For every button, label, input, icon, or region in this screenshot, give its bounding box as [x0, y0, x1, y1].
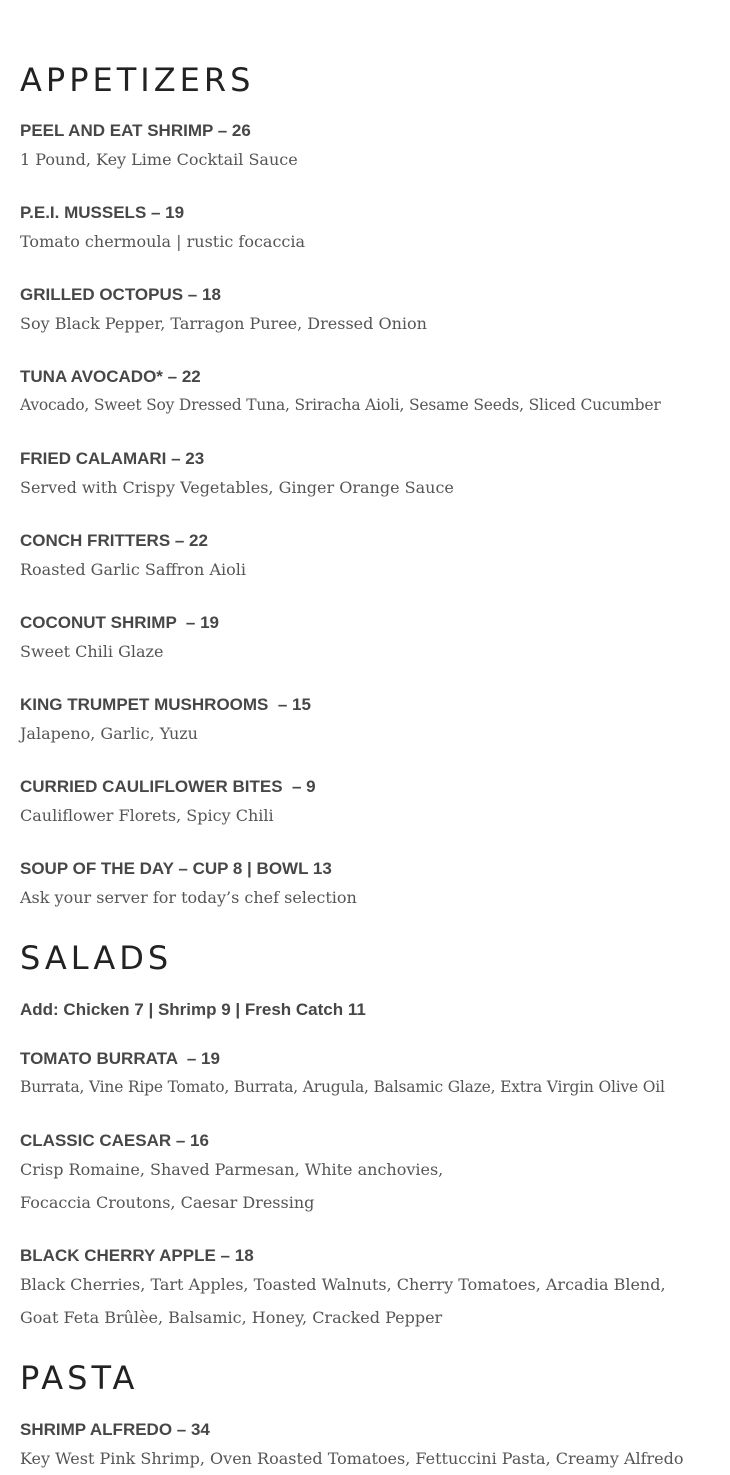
menu-item [20, 611, 219, 668]
item-description: Cauliflower Florets, Spicy Chili [20, 806, 274, 825]
menu-item [20, 693, 311, 750]
section-heading-pasta: PASTA [20, 1359, 139, 1397]
menu-item [20, 1244, 666, 1334]
menu-item [20, 1418, 684, 1475]
menu-item [20, 1047, 665, 1104]
item-description: Avocado, Sweet Soy Dressed Tuna, Sriracha Aioli, Sesame Seeds, Sliced Cucumber [20, 396, 661, 414]
item-description-line: Goat Feta Brûlèe, Balsamic, Honey, Cracked Pepper [20, 1308, 443, 1327]
section-heading-salads: SALADS [20, 939, 173, 977]
menu-item [20, 1129, 443, 1219]
menu-item [20, 365, 661, 422]
item-name: CLASSIC CAESAR – 16 [20, 1131, 209, 1150]
item-name: COCONUT SHRIMP – 19 [20, 613, 220, 632]
item-name: TOMATO BURRATA – 19 [20, 1049, 220, 1068]
item-description: Roasted Garlic Saffron Aioli [20, 560, 246, 579]
item-description-line: Focaccia Croutons, Caesar Dressing [20, 1193, 315, 1212]
item-name: FRIED CALAMARI – 23 [20, 449, 205, 468]
item-name: KING TRUMPET MUSHROOMS – 15 [20, 695, 311, 714]
item-description: Served with Crispy Vegetables, Ginger Orange Sauce [20, 478, 454, 497]
item-name: CONCH FRITTERS – 22 [20, 531, 208, 550]
menu-item [20, 283, 427, 340]
item-name: BLACK CHERRY APPLE – 18 [20, 1246, 254, 1265]
item-description: Soy Black Pepper, Tarragon Puree, Dressed Onion [20, 314, 427, 333]
item-description-line: Crisp Romaine, Shaved Parmesan, White anchovies, [20, 1160, 444, 1179]
item-description: Key West Pink Shrimp, Oven Roasted Tomatoes, Fettuccini Pasta, Creamy Alfredo [20, 1449, 684, 1468]
section-heading-appetizers: APPETIZERS [20, 61, 255, 99]
menu-item [20, 447, 454, 504]
item-name: PEEL AND EAT SHRIMP – 26 [20, 121, 251, 140]
item-description: 1 Pound, Key Lime Cocktail Sauce [20, 150, 298, 169]
item-description: Sweet Chili Glaze [20, 642, 164, 661]
item-description: Burrata, Vine Ripe Tomato, Burrata, Arugula, Balsamic Glaze, Extra Virgin Olive Oil [20, 1078, 665, 1096]
item-name: GRILLED OCTOPUS – 18 [20, 285, 221, 304]
item-description-line: Black Cherries, Tart Apples, Toasted Walnuts, Cherry Tomatoes, Arcadia Blend, [20, 1275, 666, 1294]
item-name: TUNA AVOCADO* – 22 [20, 367, 201, 386]
item-name: SHRIMP ALFREDO – 34 [20, 1420, 210, 1439]
salad-add-ons-note: Add: Chicken 7 | Shrimp 9 | Fresh Catch 11 [20, 1000, 366, 1019]
item-name: CURRIED CAULIFLOWER BITES – 9 [20, 777, 316, 796]
menu-item [20, 119, 298, 176]
menu-item [20, 201, 305, 258]
item-description: Jalapeno, Garlic, Yuzu [20, 724, 198, 743]
item-name: P.E.I. MUSSELS – 19 [20, 203, 185, 222]
menu-item [20, 857, 357, 914]
item-name: SOUP OF THE DAY – CUP 8 | BOWL 13 [20, 859, 332, 878]
menu-item [20, 775, 316, 832]
item-description: Ask your server for today’s chef selection [20, 888, 357, 907]
menu-item [20, 529, 246, 586]
item-description: Tomato chermoula | rustic focaccia [20, 232, 306, 251]
